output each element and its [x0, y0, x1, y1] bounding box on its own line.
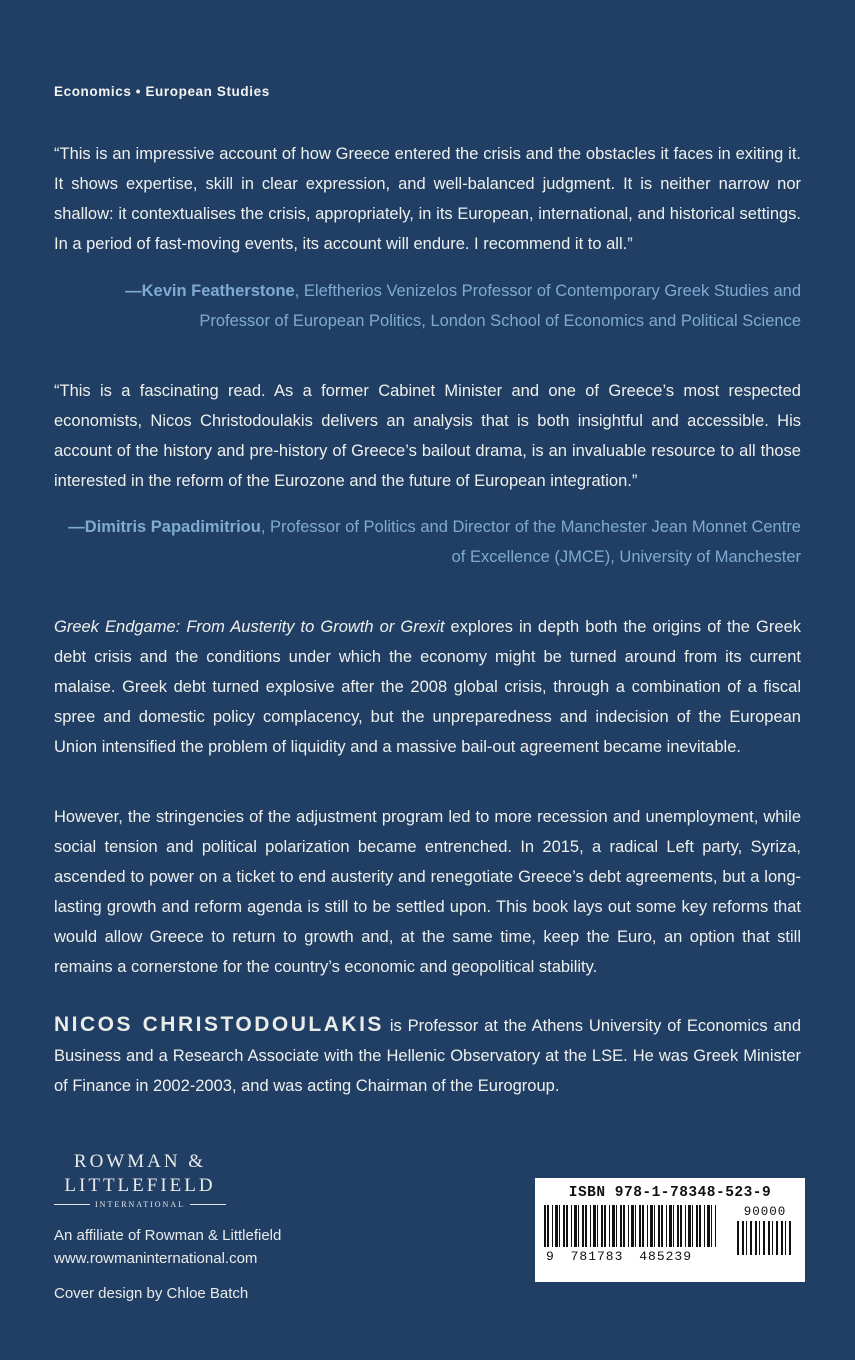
synopsis-paragraph-2: However, the stringencies of the adjustment program led to more recession and unemployment, while social tension and political polarization became entrenched. In 2015, a radical Left party, Syriza, ascended to power on a ticket to end austerity and renegotiate Greece’s debt agreements, but a long-lasting growth and reform agenda is still to be settled upon. This book lays out some key reforms that would allow Greece to return to growth and, at the same time, keep the Euro, an option that still remains a cornerstone for the country’s economic and geopolitical stability. — [54, 808, 801, 976]
barcode-addon-bars — [737, 1221, 793, 1255]
reviewer-name-1: —Kevin Featherstone — [125, 281, 295, 300]
synopsis-paragraph-1 — [54, 612, 801, 762]
logo-rule-right — [190, 1204, 226, 1205]
category-label: Economics • European Studies — [54, 84, 270, 99]
publisher-logo-line2: LITTLEFIELD — [64, 1175, 216, 1196]
publisher-website: www.rowmaninternational.com — [54, 1250, 258, 1267]
barcode-bars — [544, 1205, 716, 1247]
book-title: Greek Endgame: From Austerity to Growth or Grexit — [54, 618, 445, 636]
reviewer-name-2: —Dimitris Papadimitriou — [68, 518, 261, 536]
barcode-digits: 9 781783 485239 — [546, 1249, 693, 1264]
price-code: 90000 — [743, 1205, 787, 1219]
review-attribution-1 — [54, 276, 801, 336]
isbn-text: ISBN 978-1-78348-523-9 — [568, 1185, 772, 1201]
affiliate-line: An affiliate of Rowman & Littlefield — [54, 1227, 282, 1244]
review-quote-2: “This is a fascinating read. As a former Cabinet Minister and one of Greece’s most respected economists, Nicos Christodoulakis delivers an analysis that is both insightful and accessible. His account of the history and pre-history of Greece’s bailout drama, is an invaluable resource to all those interested in the reform of the Eurozone and the future of European integration.” — [54, 381, 801, 490]
barcode-main — [544, 1205, 728, 1264]
author-bio — [54, 1010, 801, 1101]
review-attribution-2 — [54, 512, 801, 572]
author-bio-text: is Professor at the Athens University of Economics and Business and a Research Associate with the Hellenic Observatory at the LSE. He was Greek Minister of Finance in 2002-2003, and was acting Chairman of the Eurogroup. — [54, 1017, 801, 1095]
barcode-row — [544, 1205, 796, 1264]
publisher-logo-subtitle — [54, 1200, 226, 1209]
author-name: NICOS CHRISTODOULAKIS — [54, 1013, 384, 1036]
synopsis-paragraph-1-text: explores in depth both the origins of the Greek debt crisis and the conditions under which the economy might be turned around from its current malaise. Greek debt turned explosive after the 2008 global crisis, through a combination of a fiscal spree and domestic policy complacency, but the unpreparedness and indecision of the European Union intensified the problem of liquidity and a massive bail-out agreement became inevitable. — [54, 618, 801, 756]
publisher-logo-line1: ROWMAN & — [73, 1151, 207, 1172]
publisher-logo — [54, 1150, 226, 1209]
reviewer-title-1: , Eleftherios Venizelos Professor of Contemporary Greek Studies and Professor of European Politics, London School of Economics and Political Science — [199, 281, 801, 330]
logo-rule-left — [54, 1204, 90, 1205]
review-quote-1: “This is an impressive account of how Greece entered the crisis and the obstacles it faces in exiting it. It shows expertise, skill in clear expression, and well-balanced judgment. It is neither narrow nor shallow: it contextualises the crisis, appropriately, in its European, international, and historical settings. In a period of fast-moving events, its account will endure. I recommend it to all.” — [54, 145, 801, 253]
reviewer-title-2: , Professor of Politics and Director of the Manchester Jean Monnet Centre of Excellence (JMCE), University of Manchester — [260, 518, 801, 566]
barcode-addon — [734, 1205, 796, 1264]
barcode-panel — [535, 1178, 805, 1282]
publisher-logo-international: INTERNATIONAL — [95, 1200, 185, 1209]
cover-design-credit: Cover design by Chloe Batch — [54, 1285, 249, 1302]
publisher-block — [54, 1150, 281, 1304]
